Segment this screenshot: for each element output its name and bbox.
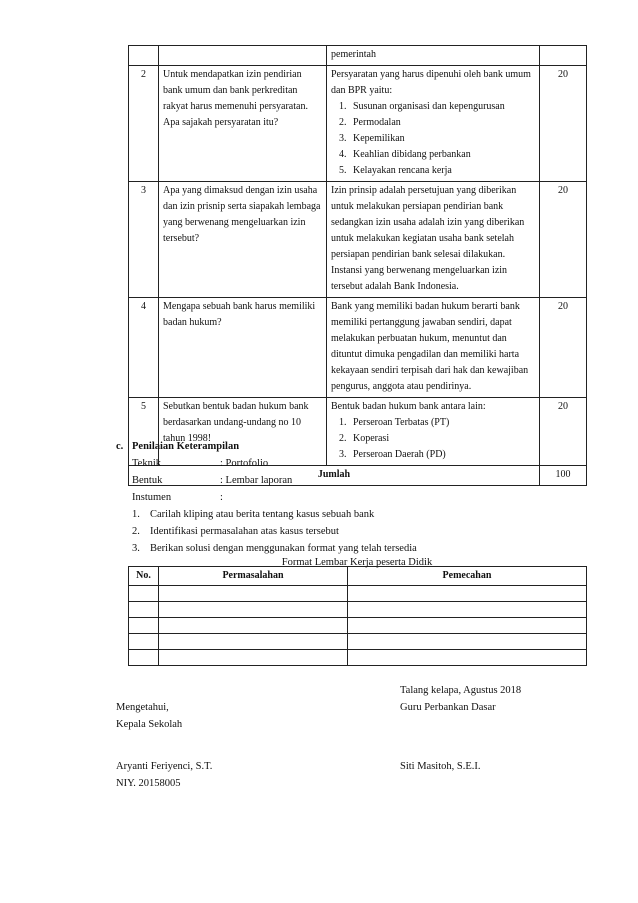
field-key: Teknik bbox=[132, 458, 162, 470]
worksheet-cell bbox=[129, 617, 159, 633]
instruction-text: Carilah kliping atau berita tentang kasus sebuah bank bbox=[150, 509, 375, 521]
acknowledgement-label: Mengetahui, bbox=[116, 702, 169, 713]
worksheet-row bbox=[129, 585, 587, 601]
worksheet-cell bbox=[129, 601, 159, 617]
worksheet-header-row bbox=[129, 567, 587, 586]
answer-list-item: 1. Perseroan Terbatas (PT) bbox=[349, 415, 535, 431]
question-cell: Apa yang dimaksud dengan izin usaha dan izin prisnip serta siapakah lembaga yang berwenang mengeluarkan izin tersebut? bbox=[159, 182, 327, 298]
table-row bbox=[129, 66, 587, 182]
teacher-role: Guru Perbankan Dasar bbox=[400, 702, 496, 713]
worksheet-cell bbox=[159, 585, 348, 601]
header-permasalahan: Permasalahan bbox=[159, 567, 348, 586]
table-row bbox=[129, 298, 587, 398]
worksheet-cell bbox=[129, 649, 159, 665]
instruction-text: Identifikasi permasalahan atas kasus tersebut bbox=[150, 526, 339, 538]
answer-list-item: 5. Kelayakan rencana kerja bbox=[349, 163, 535, 179]
worksheet-cell bbox=[348, 649, 587, 665]
worksheet-cell bbox=[159, 649, 348, 665]
field-row bbox=[116, 489, 586, 506]
instruction-number: 3. bbox=[132, 543, 140, 555]
row-number: 4 bbox=[129, 298, 159, 398]
table-row bbox=[129, 182, 587, 298]
total-label: Jumlah bbox=[129, 466, 540, 486]
worksheet-table bbox=[128, 566, 587, 666]
header-pemecahan: Pemecahan bbox=[348, 567, 587, 586]
worksheet-cell bbox=[159, 633, 348, 649]
field-key: Bentuk bbox=[132, 475, 163, 487]
answer-text: Izin prinsip adalah persetujuan yang diberikan untuk melakukan persiapan pendirian bank sedangkan izin usaha adalah izin yang diberikan untuk melakukan kegiatan usaha bank setelah persiapan pendirian bank selesai dilakukan. Instansi yang berwenang mengeluarkan izin tersebut adalah Bank Indonesia. bbox=[331, 185, 525, 292]
worksheet-row bbox=[129, 633, 587, 649]
header-no: No. bbox=[129, 567, 159, 586]
question-cell: Mengapa sebuah bank harus memiliki badan hukum? bbox=[159, 298, 327, 398]
row-number: 3 bbox=[129, 182, 159, 298]
answer-cell bbox=[327, 66, 540, 182]
instruction-text: Berikan solusi dengan menggunakan format yang telah tersedia bbox=[150, 543, 417, 555]
principal-role: Kepala Sekolah bbox=[116, 719, 183, 730]
table-row-continuation bbox=[129, 46, 587, 66]
principal-id: NIY. 20158005 bbox=[116, 778, 181, 789]
worksheet-cell bbox=[348, 601, 587, 617]
answer-list-item: 4. Keahlian dibidang perbankan bbox=[349, 147, 535, 163]
place-date: Talang kelapa, Agustus 2018 bbox=[400, 685, 522, 696]
section-heading bbox=[116, 439, 586, 455]
row-number: 2 bbox=[129, 66, 159, 182]
score-cell: 20 bbox=[540, 66, 587, 182]
instruction-number: 1. bbox=[132, 509, 140, 521]
section-letter: c. bbox=[116, 441, 124, 452]
worksheet-row bbox=[129, 601, 587, 617]
worksheet-cell bbox=[159, 617, 348, 633]
score-cell: 20 bbox=[540, 182, 587, 298]
field-row bbox=[116, 455, 586, 472]
total-value: 100 bbox=[540, 466, 587, 486]
instruction-item bbox=[132, 523, 586, 540]
worksheet-cell bbox=[348, 585, 587, 601]
worksheet-title: Format Lembar Kerja peserta Didik bbox=[281, 557, 433, 568]
section-title: Penilaian Keterampilan bbox=[132, 441, 240, 452]
field-value: : bbox=[220, 492, 223, 504]
worksheet-cell bbox=[129, 585, 159, 601]
answer-cell: pemerintah bbox=[327, 46, 540, 66]
answer-list-item: 1. Susunan organisasi dan kepengurusan bbox=[349, 99, 535, 115]
field-row bbox=[116, 472, 586, 489]
answer-list bbox=[331, 99, 535, 179]
answer-text: Bentuk badan hukum bank antara lain: bbox=[331, 401, 486, 412]
instruction-list bbox=[116, 506, 586, 557]
answer-text: Persyaratan yang harus dipenuhi oleh bank umum dan BPR yaitu: bbox=[331, 69, 531, 96]
answer-list-item: 3. Perseroan Daerah (PD) bbox=[349, 447, 535, 463]
question-cell: Sebutkan bentuk badan hukum bank berdasarkan undang-undang no 10 tahun 1998! bbox=[159, 398, 327, 466]
field-value: : Lembar laporan bbox=[220, 475, 293, 487]
field-key: Instumen bbox=[132, 492, 172, 504]
worksheet-cell bbox=[129, 633, 159, 649]
worksheet-cell bbox=[159, 601, 348, 617]
worksheet-cell bbox=[348, 617, 587, 633]
worksheet-cell bbox=[348, 633, 587, 649]
answer-key-table bbox=[128, 45, 587, 486]
worksheet-row bbox=[129, 649, 587, 665]
field-value: : Portofolio bbox=[220, 458, 269, 470]
worksheet-row bbox=[129, 617, 587, 633]
score-cell: 20 bbox=[540, 398, 587, 466]
question-cell: Untuk mendapatkan izin pendirian bank umum dan bank perkreditan rakyat harus memenuhi persyaratan. Apa sajakah persyaratan itu? bbox=[159, 66, 327, 182]
instruction-item bbox=[132, 506, 586, 523]
answer-list-item: 3. Kepemilikan bbox=[349, 131, 535, 147]
answer-text: Bank yang memiliki badan hukum berarti bank memiliki pertanggung jawaban sendiri, dapat melakukan perbuatan hukum, menuntut dan dituntut dimuka pengadilan dan memiliki harta kekayaan sendiri terpisah dari hak dan kewajiban pengurus, anggota atau pendirinya. bbox=[331, 301, 529, 392]
row-number: 5 bbox=[129, 398, 159, 466]
principal-name: Aryanti Feriyenci, S.T. bbox=[116, 761, 213, 772]
answer-list-item: 2. Permodalan bbox=[349, 115, 535, 131]
answer-list-item: 2. Koperasi bbox=[349, 431, 535, 447]
instruction-number: 2. bbox=[132, 526, 140, 538]
answer-cell bbox=[327, 298, 540, 398]
teacher-name: Siti Masitoh, S.E.I. bbox=[400, 761, 481, 772]
skills-assessment-section bbox=[116, 439, 586, 557]
answer-cell bbox=[327, 182, 540, 298]
score-cell: 20 bbox=[540, 298, 587, 398]
